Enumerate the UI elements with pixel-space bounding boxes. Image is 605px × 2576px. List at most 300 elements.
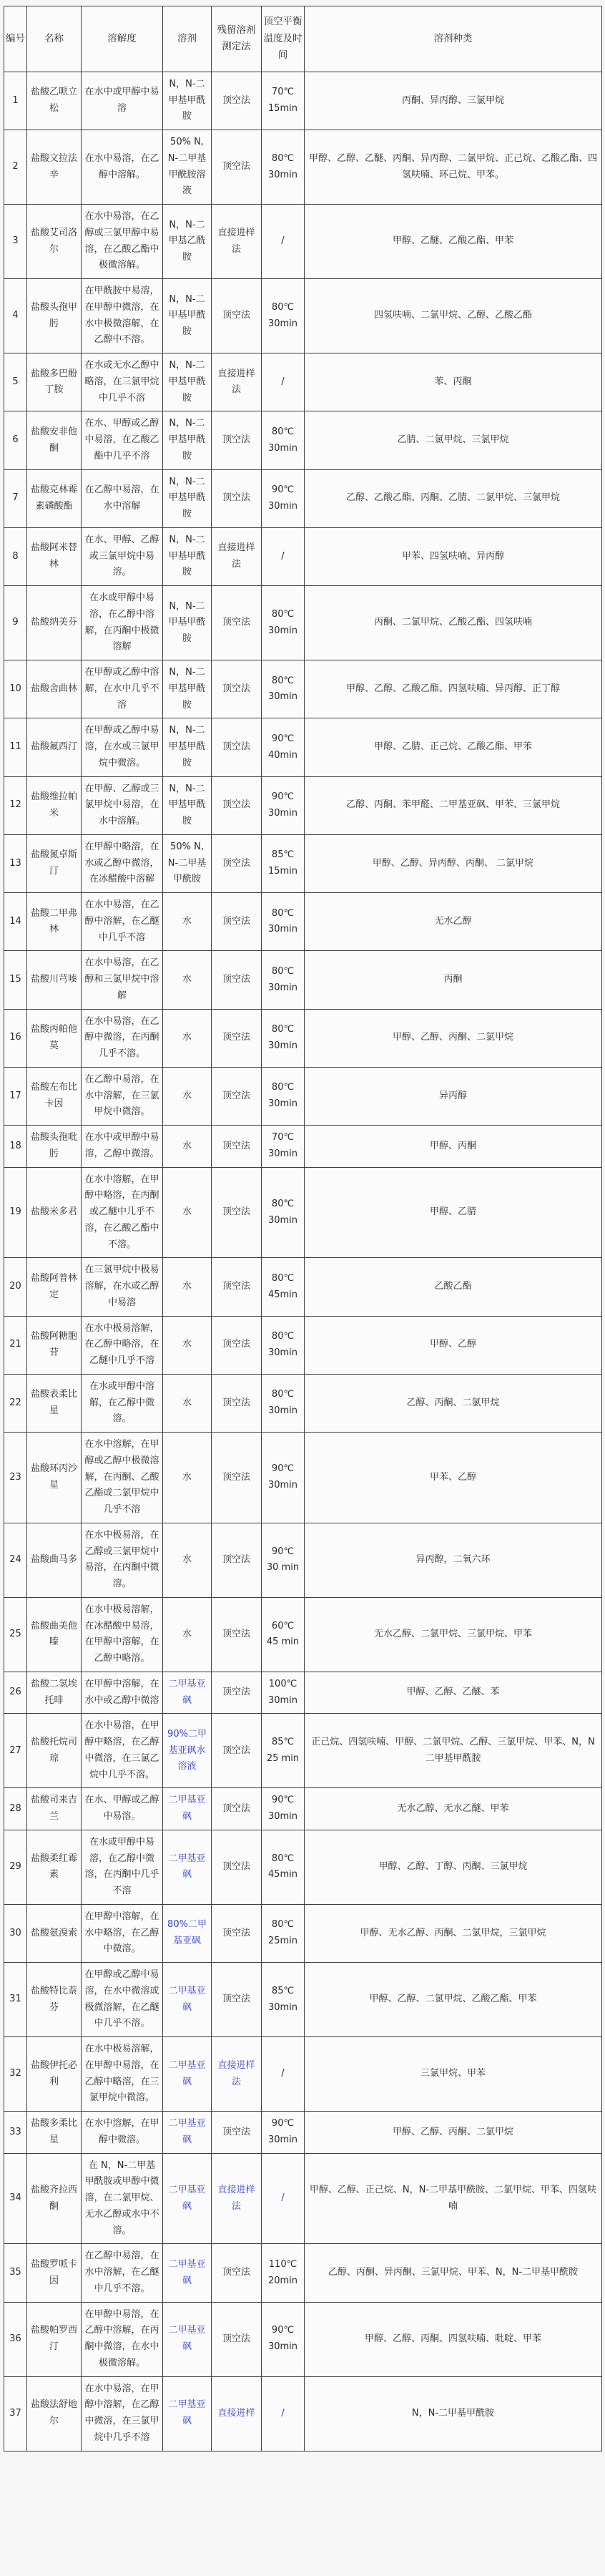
cell-solvent: N，N-二甲基甲酰胺 <box>163 527 212 585</box>
time-value: 45 min <box>266 1636 300 1648</box>
cell-solvent-types: 甲醇、乙醇、丁醇、丙酮、三氯甲烷 <box>305 1830 602 1904</box>
table-row <box>4 951 602 1009</box>
cell-drug-name: 盐酸纳美芬 <box>27 586 82 660</box>
time-value: 30min <box>267 1347 298 1358</box>
cell-solvent-types: 异丙醇 <box>305 1067 602 1125</box>
cell-solubility: 在乙醇中易溶，在水中溶解 <box>82 469 163 527</box>
time-value: 40min <box>267 749 298 761</box>
cell-drug-name: 盐酸氟西汀 <box>27 718 82 776</box>
cell-number: 8 <box>4 527 27 585</box>
cell-number: 12 <box>4 776 27 834</box>
cell-solubility: 在水或甲醇中易溶，在乙醇中溶解，在丙酮中极微溶解 <box>82 586 163 660</box>
cell-number: 32 <box>4 2037 27 2112</box>
table-row <box>4 469 602 527</box>
cell-method: 顶空法 <box>212 1830 262 1904</box>
table-row <box>4 2112 602 2154</box>
cell-number: 27 <box>4 1714 27 1788</box>
cell-drug-name: 盐酸左布比卡因 <box>27 1067 82 1125</box>
cell-solvent: 二甲基亚砜 <box>163 2153 212 2244</box>
cell-solubility: 在甲醇或乙醇中易溶，在水或三氯甲烷中微溶。 <box>82 718 163 776</box>
table-row <box>4 1597 602 1672</box>
cell-temp-time <box>262 1714 305 1788</box>
cell-solubility: 在乙醇中易溶，在水中溶解，在乙醚中几乎不溶。 <box>82 2244 163 2302</box>
cell-method: 顶空法 <box>212 1788 262 1830</box>
cell-temp-time <box>262 660 305 718</box>
cell-solvent: 水 <box>163 893 212 951</box>
cell-temp-time <box>262 1126 305 1168</box>
cell-solubility: 在乙醇中易溶，在水中溶解，在三氯甲烷中微溶。 <box>82 1067 163 1125</box>
cell-method: 直接进样法 <box>212 2037 262 2112</box>
cell-method: 顶空法 <box>212 718 262 776</box>
cell-drug-name: 盐酸特比萘芬 <box>27 1963 82 2037</box>
cell-solvent: 水 <box>163 1067 212 1125</box>
cell-solubility: 在水中溶解，在甲醇或乙醇中极微溶解，在丙酮、乙酸乙酯或二氯甲烷中几乎不溶 <box>82 1433 163 1523</box>
cell-solubility: 在甲醇或乙醇中易溶，在水中微溶或极微溶解，在乙醚中几乎不溶。 <box>82 1963 163 2037</box>
cell-solvent-types: 无水乙醇 <box>305 893 602 951</box>
cell-drug-name: 盐酸环丙沙星 <box>27 1433 82 1523</box>
table-row <box>4 1316 602 1374</box>
cell-solvent: 二甲基亚砜 <box>163 2376 212 2451</box>
cell-solvent: N，N-二甲基乙酰胺 <box>163 205 212 279</box>
cell-number: 2 <box>4 130 27 205</box>
temp-value: 90℃ <box>271 2325 295 2336</box>
table-row <box>4 1904 602 1962</box>
cell-method: 直接进样 <box>212 2376 262 2451</box>
cell-solvent: N，N-二甲基甲酰胺 <box>163 469 212 527</box>
cell-solvent-types: 甲醇、乙醇、乙醚、丙酮、异丙醇、二氯甲烷、正己烷、乙酸乙酯、四氢呋喃、环己烷、甲苯。 <box>305 130 602 205</box>
cell-method: 顶空法 <box>212 1258 262 1316</box>
cell-solvent: 二甲基亚砜 <box>163 1830 212 1904</box>
temp-value: 80℃ <box>271 1198 295 1209</box>
temp-value: 100℃ <box>268 1678 297 1689</box>
cell-method: 顶空法 <box>212 411 262 469</box>
time-value: 30min <box>267 807 298 819</box>
cell-number: 31 <box>4 1963 27 2037</box>
cell-solvent-types: 乙腈、二氯甲烷、三氯甲烷 <box>305 411 602 469</box>
cell-temp-time <box>262 527 305 585</box>
cell-solubility: 在甲醇或乙醇中溶解，在水中几乎不溶 <box>82 660 163 718</box>
time-value: 30min <box>267 1480 298 1491</box>
cell-number: 28 <box>4 1788 27 1830</box>
cell-method: 顶空法 <box>212 2302 262 2376</box>
cell-number: 3 <box>4 205 27 279</box>
cell-solubility: 在水或无水乙醇中略溶，在三氯甲烷中几乎不溶 <box>82 353 163 411</box>
cell-solvent: 水 <box>163 1316 212 1374</box>
cell-drug-name: 盐酸艾司洛尔 <box>27 205 82 279</box>
cell-solubility: 在 N，N-二甲基甲酰胺或甲醇中微溶，在二氯甲烷、无水乙醇或水中不溶。 <box>82 2153 163 2244</box>
cell-solubility: 在甲醇中溶解，在水中略溶，在乙醇中微溶。 <box>82 1904 163 1962</box>
cell-method: 顶空法 <box>212 1672 262 1714</box>
temp-value: 90℃ <box>271 1546 295 1557</box>
cell-solvent: 水 <box>163 1258 212 1316</box>
column-header-solubility: 溶解度 <box>82 6 163 72</box>
temp-value: 80℃ <box>271 965 295 977</box>
cell-solvent: 水 <box>163 1009 212 1067</box>
time-value: 30min <box>267 1098 298 1109</box>
cell-solvent: 水 <box>163 1433 212 1523</box>
cell-solvent: 二甲基亚砜 <box>163 2037 212 2112</box>
cell-drug-name: 盐酸司来吉兰 <box>27 1788 82 1830</box>
cell-solubility: 在水中易溶，在乙醇中微溶，在丙酮几乎不溶。 <box>82 1009 163 1067</box>
cell-method: 顶空法 <box>212 469 262 527</box>
cell-solvent: 水 <box>163 951 212 1009</box>
cell-drug-name: 盐酸维拉帕米 <box>27 776 82 834</box>
time-value: 30min <box>267 1040 298 1051</box>
cell-solvent: 二甲基亚砜 <box>163 1963 212 2037</box>
cell-temp-time <box>262 718 305 776</box>
cell-temp-time <box>262 2376 305 2451</box>
table-row <box>4 527 602 585</box>
cell-temp-time <box>262 72 305 130</box>
temp-value: / <box>281 2068 285 2079</box>
cell-solvent-types: 甲醇、乙醇 <box>305 1316 602 1374</box>
temp-value: 80℃ <box>271 608 295 620</box>
time-value: 20min <box>267 2275 298 2286</box>
cell-number: 37 <box>4 2376 27 2451</box>
temp-value: 85℃ <box>271 1985 295 1996</box>
cell-drug-name: 盐酸舍曲林 <box>27 660 82 718</box>
temp-value: 90℃ <box>271 791 295 802</box>
time-value: 25 min <box>266 1752 300 1764</box>
cell-method: 顶空法 <box>212 1523 262 1597</box>
cell-solubility: 在水中溶解，在甲醇中微溶。 <box>82 2112 163 2154</box>
temp-value: 80℃ <box>271 1024 295 1035</box>
cell-solvent-types: 甲醇、乙醇、正己烷、N，N-二甲基甲酰胺、二氯甲烷、甲苯、四氢呋喃 <box>305 2153 602 2244</box>
time-value: 45min <box>267 1869 298 1880</box>
cell-drug-name: 盐酸多巴酚丁胺 <box>27 353 82 411</box>
cell-drug-name: 盐酸米多君 <box>27 1167 82 1258</box>
cell-method: 顶空法 <box>212 1167 262 1258</box>
cell-method: 顶空法 <box>212 893 262 951</box>
temp-value: 80℃ <box>271 1272 295 1284</box>
cell-number: 11 <box>4 718 27 776</box>
cell-solubility: 在水或甲醇中溶解，在乙醇中微溶。 <box>82 1374 163 1432</box>
cell-temp-time <box>262 1316 305 1374</box>
table-row <box>4 1788 602 1830</box>
cell-solvent-types: 甲醇、乙腈、正己烷、乙酸乙酯、甲苯 <box>305 718 602 776</box>
cell-method: 顶空法 <box>212 1126 262 1168</box>
cell-solubility: 在甲醇中易溶，在乙醇中溶解，在丙酮中微溶，在水中极微溶解。 <box>82 2302 163 2376</box>
cell-solvent-types: 甲醇、乙醇、丙酮、四氢呋喃、吡啶、甲苯 <box>305 2302 602 2376</box>
cell-solvent: N，N-二甲基甲酰胺 <box>163 353 212 411</box>
cell-number: 22 <box>4 1374 27 1432</box>
cell-number: 18 <box>4 1126 27 1168</box>
cell-solubility: 在水、甲醇或乙醇中易溶，在乙酸乙酯中几乎不溶 <box>82 411 163 469</box>
table-row <box>4 1714 602 1788</box>
cell-solvent: 50% N, N-二甲基甲酰胺溶液 <box>163 130 212 205</box>
cell-solvent-types: 甲醇、乙醇、丙酮、二氯甲烷 <box>305 1009 602 1067</box>
cell-number: 1 <box>4 72 27 130</box>
cell-drug-name: 盐酸氨溴索 <box>27 1904 82 1962</box>
cell-temp-time <box>262 776 305 834</box>
table-row <box>4 1523 602 1597</box>
cell-solvent-types: 丙酮 <box>305 951 602 1009</box>
cell-solvent: 二甲基亚砜 <box>163 1788 212 1830</box>
cell-method: 顶空法 <box>212 660 262 718</box>
table-row <box>4 2376 602 2451</box>
cell-temp-time <box>262 2153 305 2244</box>
cell-temp-time <box>262 1523 305 1597</box>
temp-value: 90℃ <box>271 2118 295 2129</box>
cell-solvent-types: 甲醇、无水乙醇、丙酮、二氯甲烷，三氯甲烷 <box>305 1904 602 1962</box>
cell-drug-name: 盐酸法舒地尔 <box>27 2376 82 2451</box>
cell-drug-name: 盐酸伊托必利 <box>27 2037 82 2112</box>
temp-value: / <box>281 2407 285 2419</box>
cell-number: 23 <box>4 1433 27 1523</box>
cell-solvent: N，N-二甲基甲酰胺 <box>163 411 212 469</box>
cell-method: 顶空法 <box>212 279 262 353</box>
cell-drug-name: 盐酸阿普林定 <box>27 1258 82 1316</box>
cell-drug-name: 盐酸文拉法辛 <box>27 130 82 205</box>
cell-solubility: 在甲醇中溶解，在水中或乙醇中微溶 <box>82 1672 163 1714</box>
cell-drug-name: 盐酸克林霉素磷酸酯 <box>27 469 82 527</box>
cell-drug-name: 盐酸乙哌立松 <box>27 72 82 130</box>
cell-number: 35 <box>4 2244 27 2302</box>
cell-solvent-types: 甲醇、丙酮 <box>305 1126 602 1168</box>
cell-temp-time <box>262 1009 305 1067</box>
cell-solvent-types: 甲醇、乙醚、乙酸乙酯、甲苯 <box>305 205 602 279</box>
cell-solvent: N，N-二甲基甲酰胺 <box>163 72 212 130</box>
column-header-method: 残留溶剂测定法 <box>212 6 262 72</box>
cell-drug-name: 盐酸托烷司琼 <box>27 1714 82 1788</box>
cell-solubility: 在水中溶解，在甲醇中略溶，在丙酮或乙醚中几乎不溶，在乙酸乙酯中不溶。 <box>82 1167 163 1258</box>
cell-solvent: 水 <box>163 1374 212 1432</box>
cell-temp-time <box>262 1788 305 1830</box>
cell-method: 顶空法 <box>212 1316 262 1374</box>
cell-solubility: 在甲醇、乙醇或三氯甲烷中易溶，在水中溶解。 <box>82 776 163 834</box>
cell-number: 34 <box>4 2153 27 2244</box>
cell-solvent: N，N-二甲基甲酰胺 <box>163 586 212 660</box>
temp-value: 80℃ <box>271 152 295 164</box>
time-value: 15min <box>267 866 298 877</box>
cell-solvent-types: 乙酸乙酯 <box>305 1258 602 1316</box>
cell-temp-time <box>262 1258 305 1316</box>
cell-number: 19 <box>4 1167 27 1258</box>
cell-method: 顶空法 <box>212 1374 262 1432</box>
cell-solubility: 在水中或甲醇中易溶 <box>82 72 163 130</box>
cell-temp-time <box>262 1904 305 1962</box>
cell-method: 顶空法 <box>212 834 262 892</box>
cell-drug-name: 盐酸二氢埃托啡 <box>27 1672 82 1714</box>
cell-solubility: 在水、甲醇或乙醇中易溶。 <box>82 1788 163 1830</box>
temp-value: 80℃ <box>271 1331 295 1342</box>
cell-method: 顶空法 <box>212 776 262 834</box>
cell-solvent: 二甲基亚砜 <box>163 2302 212 2376</box>
cell-temp-time <box>262 469 305 527</box>
cell-solvent: 二甲基亚砜 <box>163 1672 212 1714</box>
cell-solvent: 50% N, N-二甲基甲酰胺 <box>163 834 212 892</box>
cell-solubility: 在水中易溶，在乙醇或三氯甲醇中易溶，在乙酸乙酯中极微溶解。 <box>82 205 163 279</box>
cell-temp-time <box>262 411 305 469</box>
cell-number: 15 <box>4 951 27 1009</box>
table-row <box>4 1126 602 1168</box>
cell-temp-time <box>262 834 305 892</box>
table-row <box>4 1167 602 1258</box>
cell-solvent: 二甲基亚砜 <box>163 2112 212 2154</box>
cell-number: 33 <box>4 2112 27 2154</box>
table-row <box>4 279 602 353</box>
cell-drug-name: 盐酸帕罗西汀 <box>27 2302 82 2376</box>
cell-method: 顶空法 <box>212 951 262 1009</box>
cell-solvent-types: 无水乙醇、无水乙醚、甲苯 <box>305 1788 602 1830</box>
cell-solvent: 水 <box>163 1523 212 1597</box>
table-row <box>4 1830 602 1904</box>
time-value: 30min <box>267 169 298 180</box>
cell-temp-time <box>262 353 305 411</box>
cell-number: 16 <box>4 1009 27 1067</box>
temp-value: 80℃ <box>271 426 295 437</box>
time-value: 25min <box>267 1936 298 1946</box>
time-value: 30min <box>267 2341 298 2353</box>
cell-temp-time <box>262 951 305 1009</box>
cell-temp-time <box>262 2112 305 2154</box>
time-value: 30 min <box>266 1562 300 1574</box>
time-value: 30min <box>267 1214 298 1226</box>
cell-solvent: 90%二甲基亚砜水溶液 <box>163 1714 212 1788</box>
temp-value: 80℃ <box>271 1389 295 1400</box>
cell-method: 顶空法 <box>212 1963 262 2037</box>
cell-solubility: 在水中易溶，在乙醇和三氯甲烷中溶解 <box>82 951 163 1009</box>
cell-drug-name: 盐酸二甲弗林 <box>27 893 82 951</box>
cell-temp-time <box>262 2244 305 2302</box>
cell-solubility: 在水中极易溶解，在乙醇中略溶，在乙醚中几乎不溶 <box>82 1316 163 1374</box>
time-value: 30min <box>267 2134 298 2145</box>
cell-method: 顶空法 <box>212 1433 262 1523</box>
cell-drug-name: 盐酸安非他酮 <box>27 411 82 469</box>
time-value: 30min <box>267 318 298 329</box>
cell-drug-name: 盐酸头孢吡肟 <box>27 1126 82 1168</box>
cell-solvent-types: 乙醇、丙酮、异丙酮、三氯甲烷、甲苯、N，N-二甲基甲酰胺 <box>305 2244 602 2302</box>
cell-solvent-types: 无水乙醇、二氯甲烷、三氯甲烷、甲苯 <box>305 1597 602 1672</box>
cell-temp-time <box>262 586 305 660</box>
temp-value: / <box>281 550 285 562</box>
cell-method: 顶空法 <box>212 130 262 205</box>
cell-solvent: 水 <box>163 1167 212 1258</box>
column-header-no: 编号 <box>4 6 27 72</box>
temp-value: 110℃ <box>268 2258 297 2270</box>
cell-number: 9 <box>4 586 27 660</box>
cell-solvent-types: 苯、丙酮 <box>305 353 602 411</box>
table-row <box>4 1963 602 2037</box>
time-value: 30min <box>267 2001 298 2013</box>
temp-value: 90℃ <box>271 1463 295 1475</box>
temp-value: 80℃ <box>271 301 295 313</box>
cell-solvent: N，N-二甲基甲酰胺 <box>163 718 212 776</box>
cell-method: 顶空法 <box>212 2244 262 2302</box>
cell-solubility: 在三氯甲烷中极易溶解，在水或乙醇中易溶 <box>82 1258 163 1316</box>
cell-solubility: 在水中或甲醇中易溶，乙醇中微溶。 <box>82 1126 163 1168</box>
cell-solvent: 水 <box>163 1597 212 1672</box>
cell-solvent: 水 <box>163 1126 212 1168</box>
cell-number: 30 <box>4 1904 27 1962</box>
temp-value: 80℃ <box>271 675 295 686</box>
cell-number: 21 <box>4 1316 27 1374</box>
cell-method: 顶空法 <box>212 1904 262 1962</box>
cell-temp-time <box>262 1597 305 1672</box>
cell-method: 顶空法 <box>212 586 262 660</box>
cell-solubility: 在水中易溶，在乙醇中溶解。 <box>82 130 163 205</box>
cell-drug-name: 盐酸齐拉西酮 <box>27 2153 82 2244</box>
temp-value: 90℃ <box>271 484 295 495</box>
cell-temp-time <box>262 893 305 951</box>
cell-solvent-types: 异丙醇，二氧六环 <box>305 1523 602 1597</box>
cell-number: 6 <box>4 411 27 469</box>
cell-number: 29 <box>4 1830 27 1904</box>
temp-value: 70℃ <box>271 87 295 98</box>
cell-solubility: 在水中易溶，在甲醇中略溶，在乙醇中微溶，在三氯乙烷中几乎不溶。 <box>82 1714 163 1788</box>
column-header-name: 名称 <box>27 6 82 72</box>
cell-solvent-types: 甲醇、乙醇、异丙醇、丙酮、 二氯甲烷 <box>305 834 602 892</box>
table-row <box>4 893 602 951</box>
cell-number: 14 <box>4 893 27 951</box>
cell-solubility: 在水、甲醇、乙醇或三氯甲烷中易溶。 <box>82 527 163 585</box>
cell-number: 24 <box>4 1523 27 1597</box>
time-value: 30min <box>267 1811 298 1823</box>
cell-solubility: 在甲酰胺中易溶，在甲醇中微溶，在水中极微溶解，在乙醇中不溶。 <box>82 279 163 353</box>
cell-temp-time <box>262 1374 305 1432</box>
cell-drug-name: 盐酸曲美他嗪 <box>27 1597 82 1672</box>
table-row <box>4 205 602 279</box>
cell-solubility: 在水中易溶，在乙醇中溶解，在乙醚中几乎不溶 <box>82 893 163 951</box>
temp-value: 80℃ <box>271 1853 295 1864</box>
table-row <box>4 1433 602 1523</box>
time-value: 15min <box>267 103 298 114</box>
table-row <box>4 1374 602 1432</box>
cell-drug-name: 盐酸丙帕他莫 <box>27 1009 82 1067</box>
table-row <box>4 2302 602 2376</box>
cell-solvent-types: 四氢呋喃、二氯甲烷、乙醇、乙酸乙酯 <box>305 279 602 353</box>
cell-temp-time <box>262 205 305 279</box>
time-value: 30min <box>267 1694 298 1706</box>
cell-temp-time <box>262 1067 305 1125</box>
cell-solubility: 在甲醇中略溶，在水或乙醇中微溶，在冰醋酸中溶解 <box>82 834 163 892</box>
cell-solubility: 在水中极易溶解，在甲醇中易溶，在乙醇中略溶，在三氯甲烷中微溶。 <box>82 2037 163 2112</box>
residual-solvent-table <box>4 6 602 2451</box>
time-value: 30min <box>267 982 298 993</box>
table-row <box>4 1009 602 1067</box>
temp-value: 80℃ <box>271 907 295 919</box>
table-row <box>4 411 602 469</box>
cell-temp-time <box>262 2037 305 2112</box>
table-row <box>4 2153 602 2244</box>
cell-solubility: 在水中易溶，在甲醇中溶解，在乙醇中微溶，在三氯甲烷中几乎不溶 <box>82 2376 163 2451</box>
time-value: 30min <box>267 500 298 512</box>
temp-value: 85℃ <box>271 1737 295 1748</box>
cell-solubility: 在水中极易溶，在乙醇或三氯甲烷中易溶，在丙酮中微溶。 <box>82 1523 163 1597</box>
temp-value: 85℃ <box>271 849 295 861</box>
cell-solvent-types: 乙醇、乙酸乙酯、丙酮、乙腈、二氯甲烷、三氯甲烷 <box>305 469 602 527</box>
temp-value: / <box>281 376 285 387</box>
temp-value: 90℃ <box>271 733 295 744</box>
cell-method: 直接进样法 <box>212 2153 262 2244</box>
cell-solvent: 80%二甲基亚砜 <box>163 1904 212 1962</box>
cell-number: 17 <box>4 1067 27 1125</box>
temp-value: 70℃ <box>271 1132 295 1143</box>
table-row <box>4 1258 602 1316</box>
cell-temp-time <box>262 1830 305 1904</box>
cell-solvent: N，N-二甲基甲酰胺 <box>163 776 212 834</box>
cell-number: 7 <box>4 469 27 527</box>
cell-solubility: 在水或甲醇中易溶，在乙醇中微溶，在丙酮中几乎不溶 <box>82 1830 163 1904</box>
cell-drug-name: 盐酸柔红霉素 <box>27 1830 82 1904</box>
cell-method: 顶空法 <box>212 2112 262 2154</box>
cell-solvent: N，N-二甲基甲酰胺 <box>163 660 212 718</box>
column-header-solvent: 溶剂 <box>163 6 212 72</box>
time-value: 30min <box>267 924 298 935</box>
table-row <box>4 776 602 834</box>
cell-solvent-types: 甲苯、四氢呋喃、异丙醇 <box>305 527 602 585</box>
cell-drug-name: 盐酸罗哌卡因 <box>27 2244 82 2302</box>
